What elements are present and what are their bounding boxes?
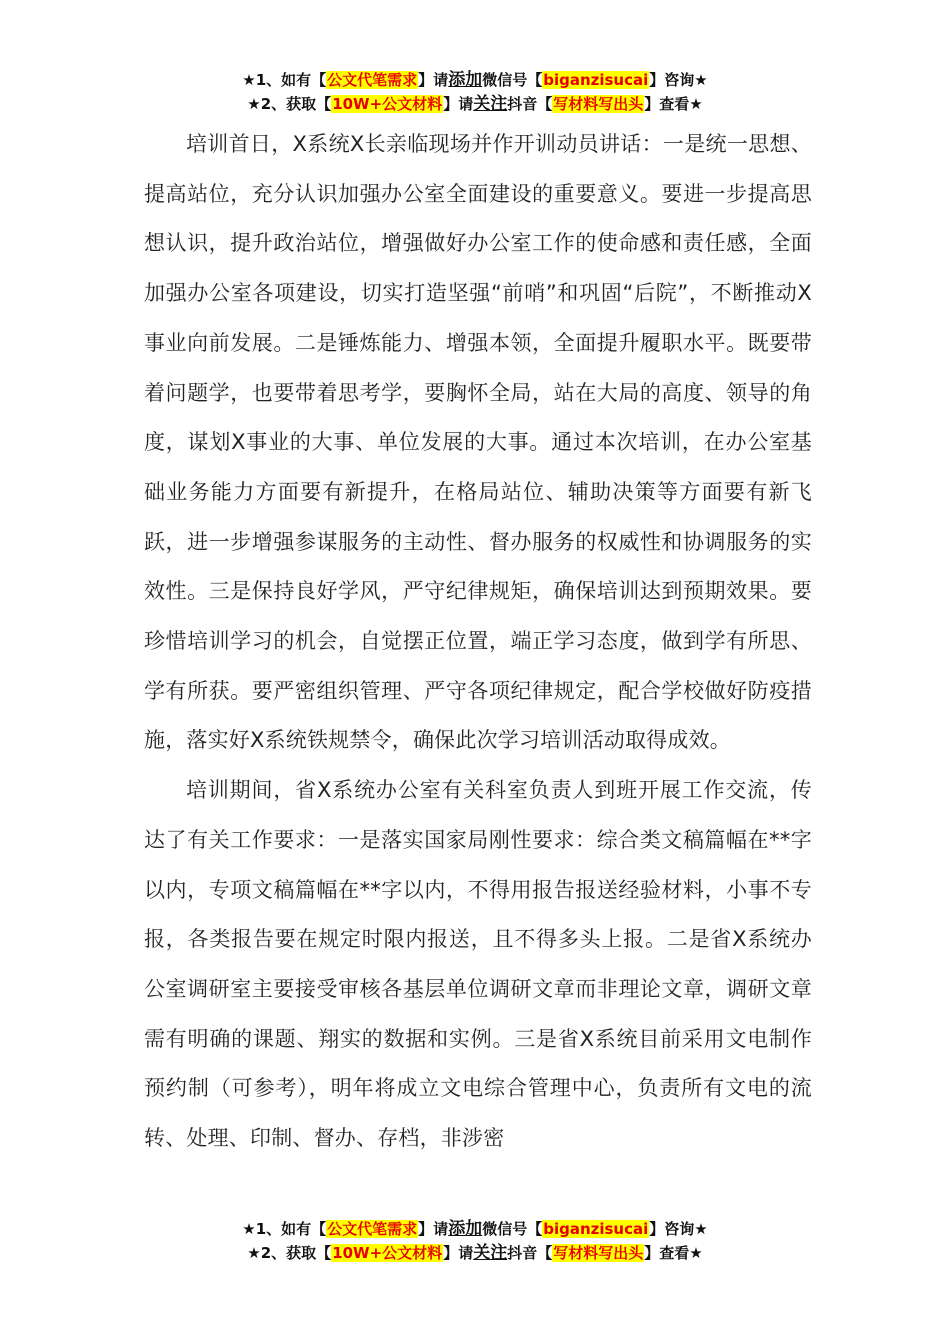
promo-line-2 bbox=[0, 92, 950, 116]
promo-text: 】请 bbox=[418, 71, 449, 89]
promo-line-1 bbox=[0, 68, 950, 92]
promo-underline: 关注 bbox=[473, 94, 508, 114]
promo-banner-top bbox=[0, 68, 950, 116]
promo-text: ★2、获取【 bbox=[247, 1244, 332, 1262]
promo-underline: 关注 bbox=[473, 1243, 508, 1263]
promo-highlight: biganzisucai bbox=[543, 71, 649, 89]
promo-underline: 添加 bbox=[448, 1219, 483, 1239]
promo-highlight: 写材料写出头 bbox=[553, 95, 644, 113]
promo-highlight: 公文代笔需求 bbox=[327, 1220, 418, 1238]
promo-text: 微信号【 bbox=[482, 1220, 543, 1238]
promo-text: ★1、如有【 bbox=[242, 71, 327, 89]
promo-text: 】咨询★ bbox=[649, 1220, 708, 1238]
promo-highlight: 公文代笔需求 bbox=[327, 71, 418, 89]
promo-text: 】请 bbox=[443, 95, 474, 113]
promo-underline: 添加 bbox=[448, 70, 483, 90]
promo-highlight: biganzisucai bbox=[543, 1220, 649, 1238]
promo-text: 抖音【 bbox=[507, 95, 553, 113]
promo-highlight: 10W+公文材料 bbox=[332, 1244, 443, 1262]
promo-line-2 bbox=[0, 1241, 950, 1265]
promo-text: 】请 bbox=[443, 1244, 474, 1262]
promo-text: ★2、获取【 bbox=[247, 95, 332, 113]
promo-banner-bottom bbox=[0, 1217, 950, 1265]
promo-highlight: 写材料写出头 bbox=[553, 1244, 644, 1262]
promo-text: 】咨询★ bbox=[649, 71, 708, 89]
document-body bbox=[144, 120, 812, 1164]
promo-text: ★1、如有【 bbox=[242, 1220, 327, 1238]
paragraph: 培训期间，省X系统办公室有关科室负责人到班开展工作交流，传达了有关工作要求：一是落实国家局刚性要求：综合类文稿篇幅在**字以内，专项文稿篇幅在**字以内，不得用报告报送经验材料，小事不专报，各类报告要在规定时限内报送，且不得多头上报。二是省X系统办公室调研室主要接受审核各基层单位调研文章而非理论文章，调研文章需有明确的课题、翔实的数据和实例。三是省X系统目前采用文电制作预约制（可参考），明年将成立文电综合管理中心，负责所有文电的流转、处理、印制、督办、存档，非涉密 bbox=[144, 778, 812, 1151]
paragraph: 培训首日，X系统X长亲临现场并作开训动员讲话：一是统一思想、提高站位，充分认识加强办公室全面建设的重要意义。要进一步提高思想认识，提升政治站位，增强做好办公室工作的使命感和责任感，全面加强办公室各项建设，切实打造坚强“前哨”和巩固“后院”，不断推动X事业向前发展。二是锤炼能力、增强本领，全面提升履职水平。既要带着问题学，也要带着思考学，要胸怀全局，站在大局的高度、领导的角度，谋划X事业的大事、单位发展的大事。通过本次培训，在办公室基础业务能力方面要有新提升，在格局站位、辅助决策等方面要有新飞跃，进一步增强参谋服务的主动性、督办服务的权威性和协调服务的实效性。三是保持良好学风，严守纪律规矩，确保培训达到预期效果。要珍惜培训学习的机会，自觉摆正位置，端正学习态度，做到学有所思、学有所获。要严密组织管理、严守各项纪律规定，配合学校做好防疫措施，落实好X系统铁规禁令，确保此次学习培训活动取得成效。 bbox=[144, 132, 812, 753]
promo-highlight: 10W+公文材料 bbox=[332, 95, 443, 113]
promo-text: 】查看★ bbox=[644, 1244, 703, 1262]
promo-text: 抖音【 bbox=[507, 1244, 553, 1262]
promo-line-1 bbox=[0, 1217, 950, 1241]
promo-text: 】查看★ bbox=[644, 95, 703, 113]
promo-text: 】请 bbox=[418, 1220, 449, 1238]
promo-text: 微信号【 bbox=[482, 71, 543, 89]
